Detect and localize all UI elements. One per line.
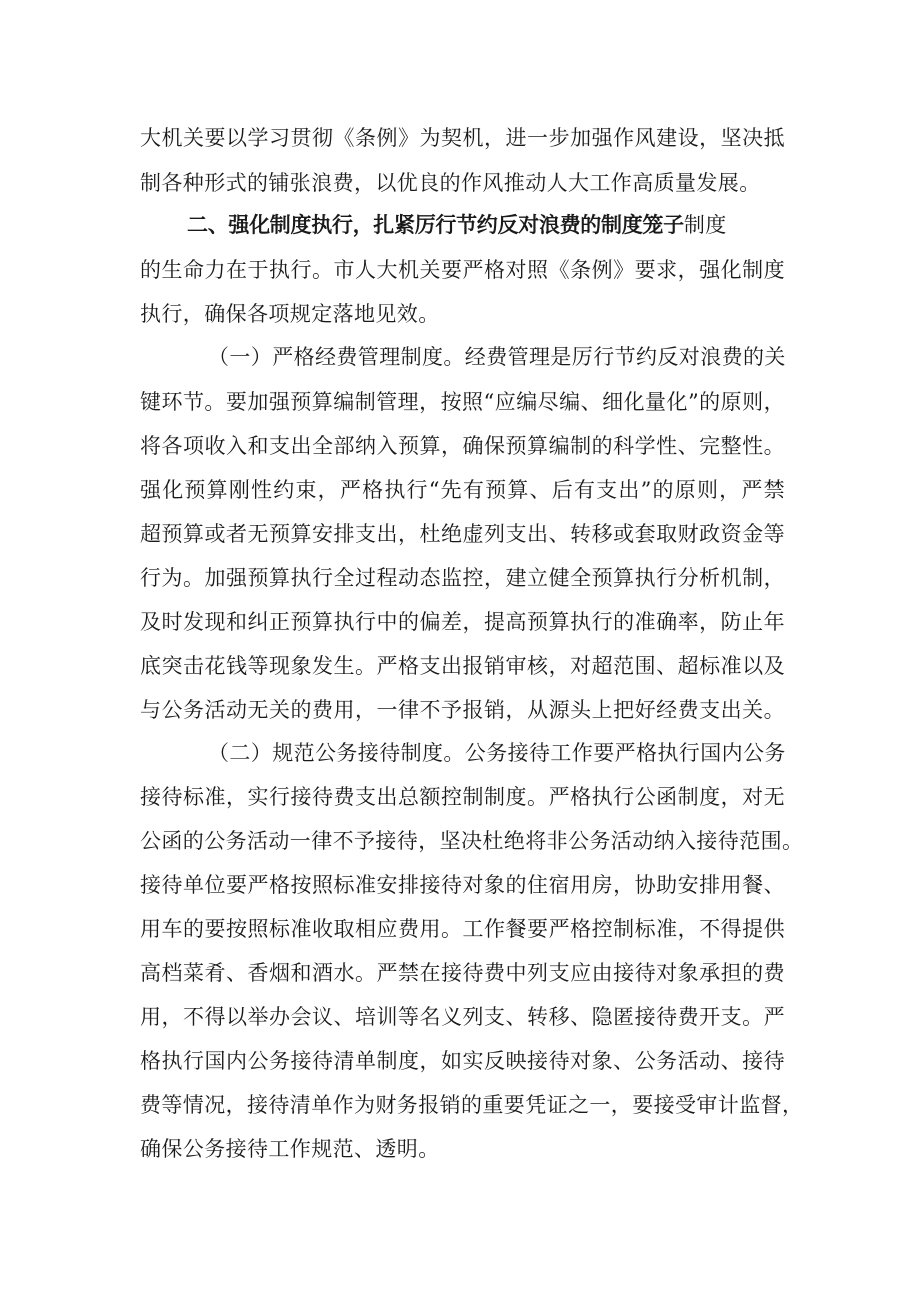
sub1-line-2: 键环节。要加强预算编制管理，按照“应编尽编、细化量化”的原则， bbox=[140, 390, 785, 414]
sub1-line-4: 强化预算刚性约束，严格执行“先有预算、后有支出”的原则，严禁 bbox=[140, 478, 785, 502]
sub1-line-8: 底突击花钱等现象发生。严格支出报销审核，对超范围、超标准以及 bbox=[140, 654, 785, 678]
sub2-line-2: 接待标准，实行接待费支出总额控制制度。严格执行公函制度，对无 bbox=[140, 785, 785, 809]
sub2-line-4: 接待单位要严格按照标准安排接待对象的住宿用房，协助安排用餐、 bbox=[140, 873, 785, 897]
sub2-line-8: 格执行国内公务接待清单制度，如实反映接待对象、公务活动、接待 bbox=[140, 1049, 785, 1073]
sub1-line-7: 及时发现和纠正预算执行中的偏差，提高预算执行的准确率，防止年 bbox=[140, 610, 785, 634]
sub1-line-1: （一）严格经费管理制度。经费管理是厉行节约反对浪费的关 bbox=[208, 345, 786, 369]
section-heading-title: 二、强化制度执行，扎紧厉行节约反对浪费的制度笼子 bbox=[187, 213, 684, 237]
sub2-line-1: （二）规范公务接待制度。公务接待工作要严格执行国内公务 bbox=[208, 741, 786, 765]
sub1-line-6: 行为。加强预算执行全过程动态监控，建立健全预算执行分析机制， bbox=[140, 566, 785, 590]
sub2-line-9: 费等情况，接待清单作为财务报销的重要凭证之一，要接受审计监督， bbox=[140, 1093, 804, 1117]
sub2-line-3: 公函的公务活动一律不予接待，坚决杜绝将非公务活动纳入接待范围。 bbox=[140, 829, 804, 853]
section-heading bbox=[187, 210, 785, 240]
sub2-line-7: 用，不得以举办会议、培训等名义列支、转移、隐匿接待费开支。严 bbox=[140, 1005, 785, 1029]
para1-line-2: 制各种形式的铺张浪费，以优良的作风推动人大工作高质量发展。 bbox=[140, 171, 761, 195]
sub2-line-6: 高档菜肴、香烟和酒水。严禁在接待费中列支应由接待对象承担的费 bbox=[140, 961, 785, 985]
sub2-line-5: 用车的要按照标准收取相应费用。工作餐要严格控制标准，不得提供 bbox=[140, 917, 785, 941]
sub1-line-5: 超预算或者无预算安排支出，杜绝虚列支出、转移或套取财政资金等 bbox=[140, 522, 785, 546]
section-heading-tail: 制度 bbox=[683, 213, 727, 237]
sub1-line-3: 将各项收入和支出全部纳入预算，确保预算编制的科学性、完整性。 bbox=[140, 434, 785, 458]
sub2-line-10: 确保公务接待工作规范、透明。 bbox=[140, 1137, 440, 1161]
section2-line-1: 的生命力在于执行。市人大机关要严格对照《条例》要求，强化制度 bbox=[140, 258, 785, 282]
section2-line-2: 执行，确保各项规定落地见效。 bbox=[140, 302, 440, 326]
sub1-line-9: 与公务活动无关的费用，一律不予报销，从源头上把好经费支出关。 bbox=[140, 698, 785, 722]
para1-line-1: 大机关要以学习贯彻《条例》为契机，进一步加强作风建设，坚决抵 bbox=[140, 126, 785, 150]
